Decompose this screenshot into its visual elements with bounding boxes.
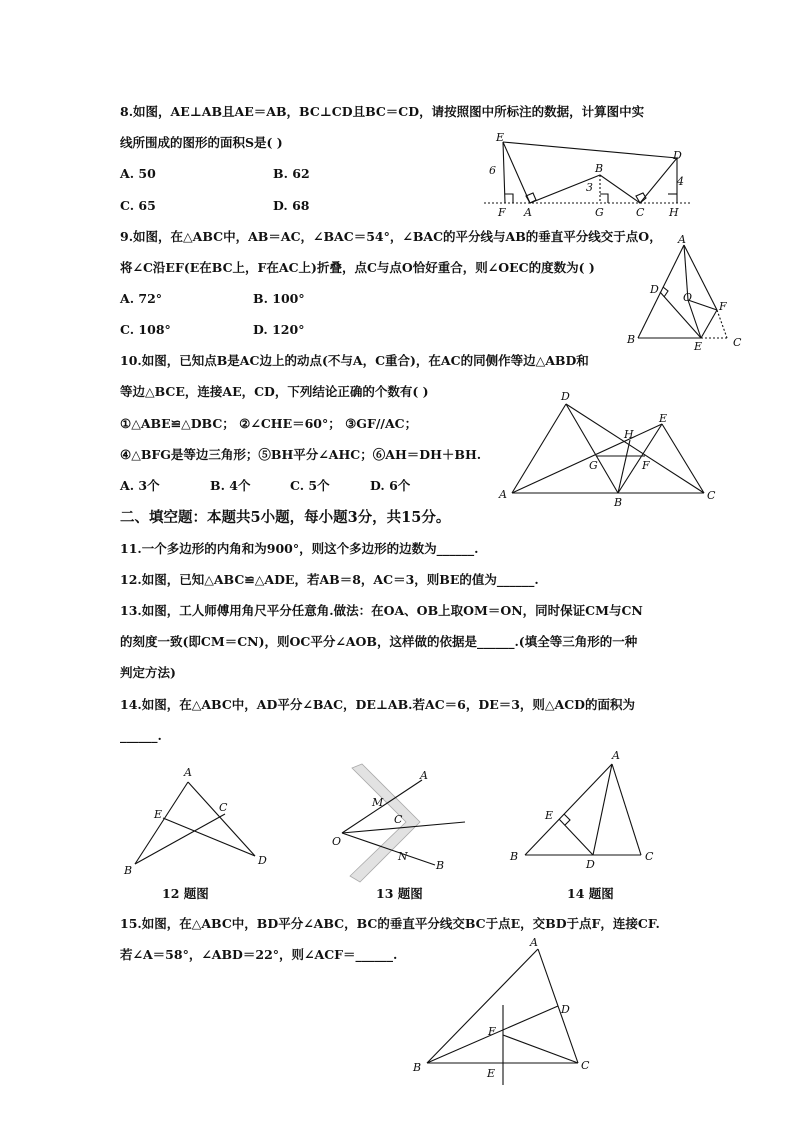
fig12-label-E: E xyxy=(154,808,163,821)
q9-label-A: A xyxy=(678,233,686,246)
q8-label-6: 6 xyxy=(489,164,496,177)
q8-label-H: H xyxy=(669,206,679,219)
q9-line1: 9.如图，在△ABC中，AB＝AC，∠BAC＝54°，∠BAC的平分线与AB的垂直平分线交于点O， xyxy=(120,229,662,244)
q8-option-b: B. 62 xyxy=(273,166,310,181)
q8-line1: 8.如图，AE⊥AB且AE＝AB，BC⊥CD且BC＝CD，请按照图中所标注的数据，计算图中实 xyxy=(120,104,645,119)
fig13-label-O: O xyxy=(332,835,342,848)
q14-line2: ______. xyxy=(120,728,162,743)
q9-option-d: D. 120° xyxy=(253,322,305,337)
fig13-label-B: B xyxy=(436,859,445,872)
q10-option-d: D. 6个 xyxy=(370,478,411,493)
q10-label-G: G xyxy=(589,459,598,472)
q15-label-A: A xyxy=(530,936,538,949)
q10-label-B: B xyxy=(614,496,623,509)
fig12-label-B: B xyxy=(124,864,133,877)
q10-option-c: C. 5个 xyxy=(290,478,330,493)
fig14-label-A: A xyxy=(612,749,620,762)
q13-line2: 的刻度一致(即CM＝CN)，则OC平分∠AOB，这样做的依据是______.(填全等三角形的一种 xyxy=(120,634,638,649)
q11-text: 11.一个多边形的内角和为900°，则这个多边形的边数为______. xyxy=(120,541,479,556)
q13-line1: 13.如图，工人师傅用角尺平分任意角.做法：在OA、OB上取OM＝ON，同时保证CM与CN xyxy=(120,603,643,618)
q8-label-E: E xyxy=(496,131,505,144)
q13-line3: 判定方法) xyxy=(120,665,176,680)
q10-line4: ④△BFG是等边三角形；⑤BH平分∠AHC；⑥AH＝DH＋BH. xyxy=(120,447,482,462)
q15-label-B: B xyxy=(413,1061,422,1074)
q15-label-D: D xyxy=(561,1003,570,1016)
q9-label-F: F xyxy=(719,300,727,313)
q8-option-d: D. 68 xyxy=(273,198,310,213)
q10-label-C: C xyxy=(707,489,716,502)
fig14-label-B: B xyxy=(510,850,519,863)
q9-label-E: E xyxy=(694,340,703,353)
fig13-label-N: N xyxy=(398,850,408,863)
q9-option-a: A. 72° xyxy=(120,291,163,306)
q10-option-a: A. 3个 xyxy=(120,478,160,493)
fig13-label-M: M xyxy=(372,796,384,809)
q9-option-b: B. 100° xyxy=(253,291,305,306)
q8-label-D: D xyxy=(673,149,682,162)
q8-label-C: C xyxy=(636,206,645,219)
q8-label-B: B xyxy=(595,162,604,175)
q15-label-C: C xyxy=(581,1059,590,1072)
q15-label-F: F xyxy=(488,1025,496,1038)
q10-label-A: A xyxy=(499,488,507,501)
caption-fig13: 13 题图 xyxy=(376,886,423,901)
fig12-label-C: C xyxy=(219,801,228,814)
q15-line1: 15.如图，在△ABC中，BD平分∠ABC，BC的垂直平分线交BC于点E，交BD于点F，连接CF. xyxy=(120,916,660,931)
fig12-label-A: A xyxy=(184,766,192,779)
fig14-label-D: D xyxy=(586,858,595,871)
q9-label-O: O xyxy=(683,291,693,304)
q8-label-3: 3 xyxy=(586,181,593,194)
q9-label-D: D xyxy=(650,283,659,296)
q10-label-F: F xyxy=(642,459,650,472)
q8-label-G: G xyxy=(595,206,604,219)
q8-option-c: C. 65 xyxy=(120,198,156,213)
q14-line1: 14.如图，在△ABC中，AD平分∠BAC，DE⊥AB.若AC＝6，DE＝3，则△ACD的面积为 xyxy=(120,697,636,712)
q8-label-F: F xyxy=(498,206,506,219)
q10-line2: 等边△BCE，连接AE，CD，下列结论正确的个数有( ) xyxy=(120,384,429,399)
q8-label-A: A xyxy=(524,206,532,219)
fig13-label-A: A xyxy=(420,769,428,782)
fig14-label-C: C xyxy=(645,850,654,863)
q8-label-4: 4 xyxy=(677,175,684,188)
q10-option-b: B. 4个 xyxy=(210,478,251,493)
q10-label-D: D xyxy=(561,390,570,403)
caption-fig14: 14 题图 xyxy=(567,886,614,901)
q10-line3: ①△ABE≌△DBC； ②∠CHE＝60°； ③GF//AC； xyxy=(120,416,418,431)
q10-label-H: H xyxy=(624,428,634,441)
fig12-label-D: D xyxy=(258,854,267,867)
q8-line2: 线所围成的图形的面积S是( ) xyxy=(120,135,283,150)
q12-text: 12.如图，已知△ABC≌△ADE，若AB＝8，AC＝3，则BE的值为______. xyxy=(120,572,539,587)
q9-label-B: B xyxy=(627,333,636,346)
section-2-title: 二、填空题：本题共5小题，每小题3分，共15分。 xyxy=(120,509,451,526)
q15-line2: 若∠A＝58°，∠ABD＝22°，则∠ACF＝______. xyxy=(120,947,398,962)
q9-option-c: C. 108° xyxy=(120,322,171,337)
fig14-label-E: E xyxy=(545,809,554,822)
q9-line2: 将∠C沿EF(E在BC上，F在AC上)折叠，点C与点O恰好重合，则∠OEC的度数为( ) xyxy=(120,260,595,275)
q10-line1: 10.如图，已知点B是AC边上的动点(不与A，C重合)，在AC的同侧作等边△ABD和 xyxy=(120,353,589,368)
q9-label-C: C xyxy=(733,336,742,349)
fig13-label-C: C xyxy=(394,813,403,826)
q10-label-E: E xyxy=(659,412,668,425)
q15-label-E: E xyxy=(487,1067,496,1080)
caption-fig12: 12 题图 xyxy=(162,886,209,901)
q8-option-a: A. 50 xyxy=(120,166,156,181)
